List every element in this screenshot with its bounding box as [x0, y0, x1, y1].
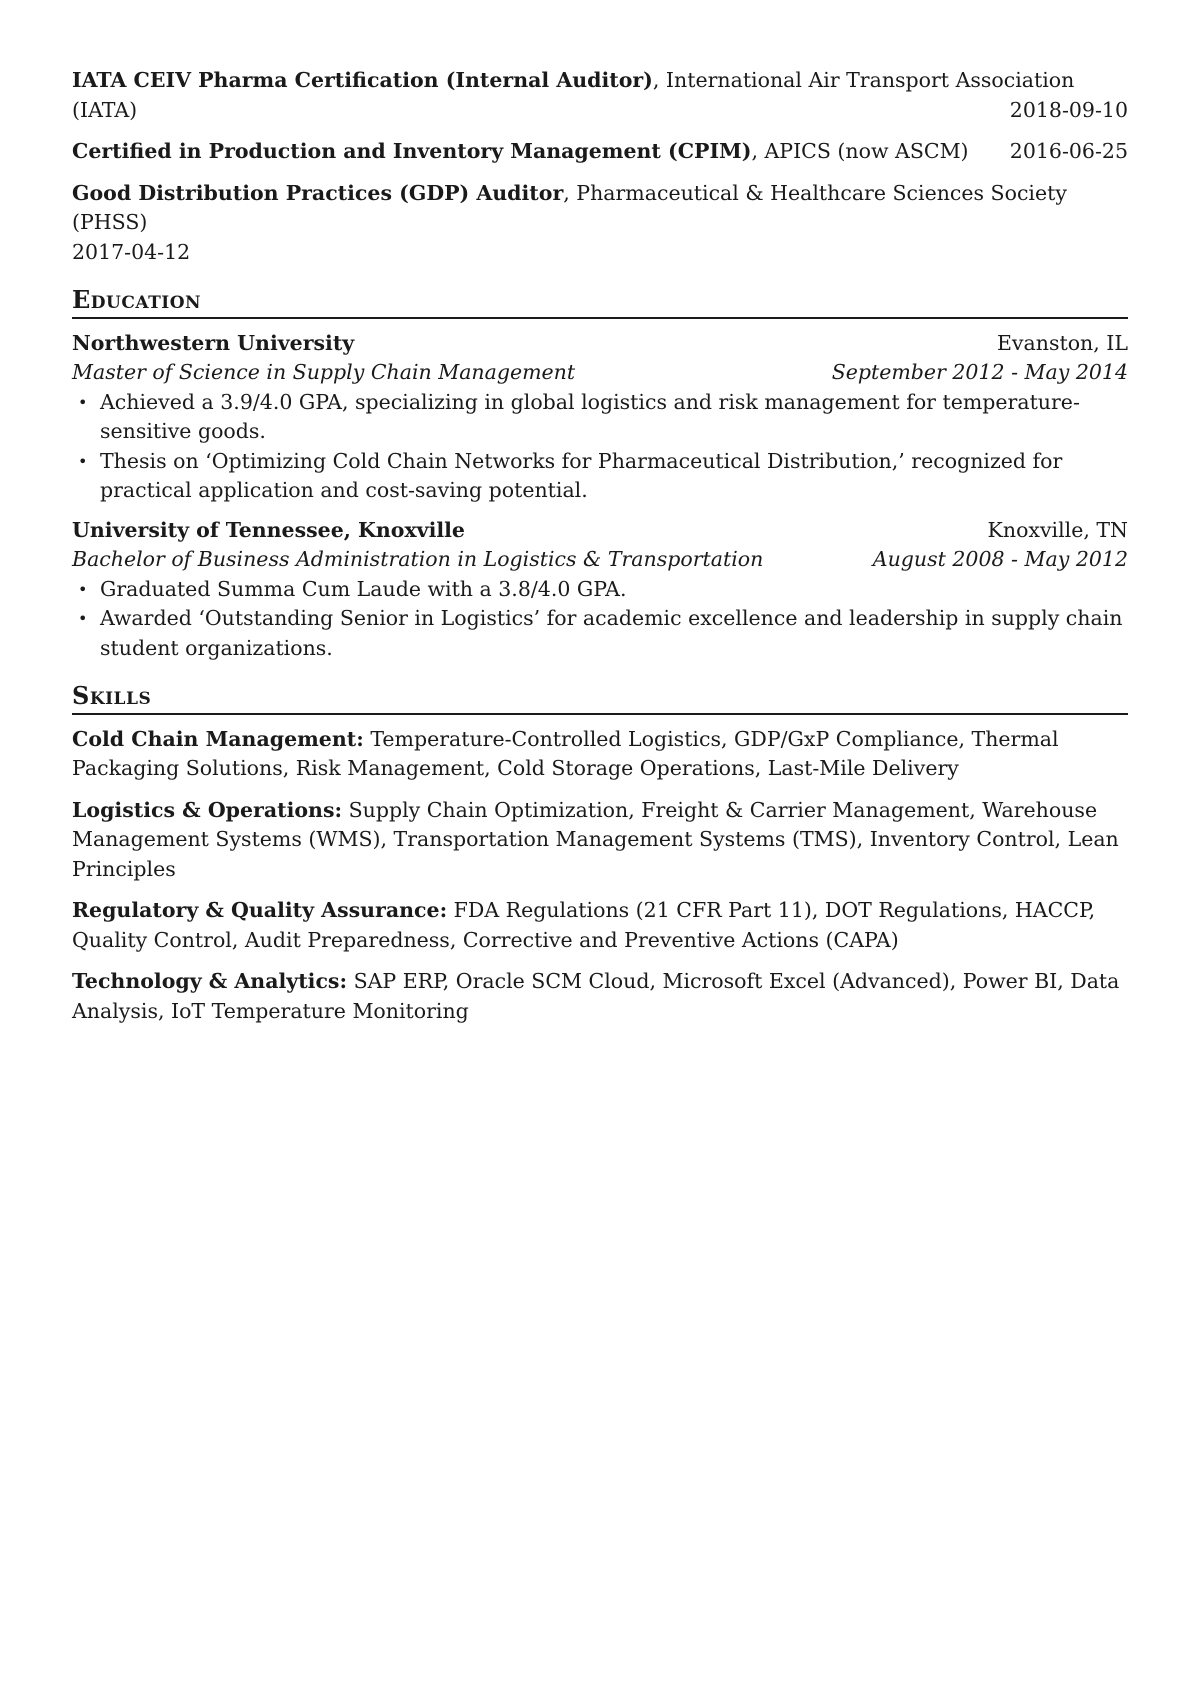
edu-degree: Bachelor of Business Administration in Logistics & Transportation	[72, 547, 764, 571]
edu-school: Northwestern University	[72, 330, 355, 355]
edu-location: Knoxville, TN	[987, 517, 1128, 542]
education-entry	[72, 329, 1128, 506]
education-entry	[72, 516, 1128, 664]
cert-line-1	[72, 179, 1128, 238]
skill-label: Technology & Analytics:	[72, 969, 348, 993]
cert-issuer: , APICS (now ASCM)	[751, 139, 969, 163]
certification-item	[72, 179, 1128, 268]
edu-subheader	[72, 545, 1128, 575]
skill-label: Logistics & Operations:	[72, 797, 343, 822]
cert-name: IATA CEIV Pharma Certification (Internal Auditor)	[72, 68, 653, 92]
skill-group	[72, 796, 1128, 885]
cert-name: Good Distribution Practices (GDP) Auditor	[72, 180, 564, 205]
edu-bullets	[72, 575, 1128, 664]
skills-heading: Skills	[72, 681, 1128, 715]
cert-line-2	[72, 96, 1128, 126]
skill-group	[72, 967, 1128, 1026]
edu-school: University of Tennessee, Knoxville	[72, 517, 465, 542]
resume-page	[72, 66, 1128, 1038]
edu-dates: September 2012 - May 2014	[831, 360, 1128, 384]
list-item: • Awarded ‘Outstanding Senior in Logistics’ for academic excellence and leadership in supply chain student organizations.	[72, 604, 1128, 663]
skill-items: Supply Chain Optimization, Freight & Carrier Management, Warehouse Management Systems (WMS), Transportation Management Systems (TMS), Inventory Control, Lean Principles	[72, 797, 1119, 881]
list-item: • Graduated Summa Cum Laude with a 3.8/4.0 GPA.	[72, 575, 1128, 605]
skill-group	[72, 725, 1128, 784]
edu-location: Evanston, IL	[996, 330, 1128, 355]
edu-header	[72, 516, 1128, 546]
list-item: • Achieved a 3.9/4.0 GPA, specializing in global logistics and risk management for temperature-sensitive goods.	[72, 388, 1128, 447]
cert-name: Certified in Production and Inventory Management (CPIM)	[72, 139, 752, 163]
education-heading: Education	[72, 285, 1128, 319]
cert-issuer: , Pharmaceutical & Healthcare Sciences Society (PHSS)	[72, 180, 1067, 234]
edu-subheader	[72, 358, 1128, 388]
skill-label: Cold Chain Management:	[72, 726, 364, 751]
skill-group	[72, 896, 1128, 955]
cert-text	[72, 137, 969, 167]
certification-item	[72, 137, 1128, 167]
cert-issuer: , International Air Transport Association	[652, 68, 1075, 92]
list-item: • Thesis on ‘Optimizing Cold Chain Networks for Pharmaceutical Distribution,’ recognized for practical application and cost-saving potential.	[72, 447, 1128, 506]
edu-degree: Master of Science in Supply Chain Management	[72, 360, 576, 384]
skill-label: Regulatory & Quality Assurance:	[72, 898, 448, 922]
cert-date: 2018-09-10	[1009, 97, 1128, 122]
cert-date: 2017-04-12	[72, 239, 191, 264]
edu-header	[72, 329, 1128, 359]
certification-item	[72, 66, 1128, 125]
cert-line-1	[72, 66, 1128, 96]
edu-bullets	[72, 388, 1128, 506]
skill-items: FDA Regulations (21 CFR Part 11), DOT Regulations, HACCP, Quality Control, Audit Preparedness, Corrective and Preventive Actions (CAPA)	[72, 898, 1096, 952]
skill-items: SAP ERP, Oracle SCM Cloud, Microsoft Excel (Advanced), Power BI, Data Analysis, IoT Temperature Monitoring	[72, 969, 1120, 1023]
edu-dates: August 2008 - May 2012	[872, 547, 1128, 571]
cert-issuer-cont: (IATA)	[72, 97, 138, 122]
cert-date: 2016-06-25	[1009, 139, 1128, 163]
skill-items: Temperature-Controlled Logistics, GDP/GxP Compliance, Thermal Packaging Solutions, Risk Management, Cold Storage Operations, Last-Mile Delivery	[72, 726, 1059, 780]
